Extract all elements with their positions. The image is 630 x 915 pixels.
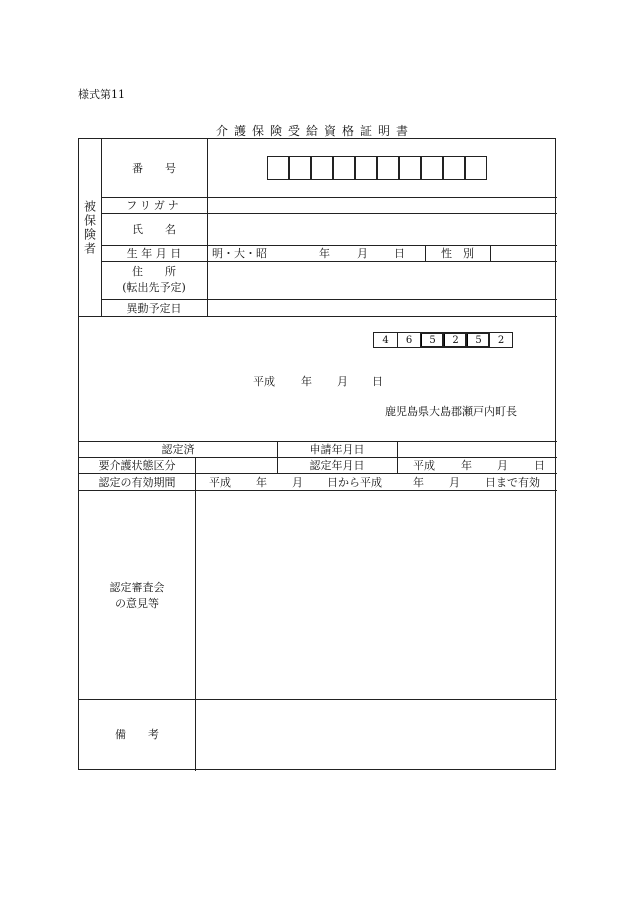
- care-level-label: 要介護状態区分: [98, 459, 176, 472]
- document-title: 介護保険受給資格証明書: [215, 124, 414, 138]
- validity-period-label: 認定の有効期間: [98, 475, 176, 489]
- cert-year-label: 年: [461, 459, 472, 472]
- insured-section-label: 被保険者: [82, 199, 97, 256]
- issuing-office: 鹿児島県大島郡瀬戸内町長: [385, 405, 517, 418]
- validity-from-suffix: 日から平成: [327, 475, 382, 489]
- furigana-label: フリガナ: [126, 199, 182, 212]
- form-number: 様式第11: [78, 88, 125, 101]
- issue-month-label: 月: [337, 375, 348, 388]
- address-label: 住 所: [132, 265, 176, 278]
- name-label: 氏 名: [132, 223, 176, 236]
- certified-label: 認定済: [161, 443, 195, 456]
- insured-number-label: 番 号: [132, 162, 176, 175]
- committee-opinion-label-2: の意見等: [115, 597, 159, 610]
- code-digit: 4: [382, 334, 389, 346]
- code-digit: 6: [397, 333, 420, 347]
- validity-to-month: 月: [449, 475, 460, 489]
- committee-opinion-label: 認定審査会: [109, 581, 165, 594]
- validity-from-month: 月: [292, 475, 303, 489]
- issue-date-era: 平成: [253, 375, 275, 388]
- remarks-label: 備 考: [115, 728, 159, 741]
- sex-label: 性 別: [441, 247, 474, 260]
- birth-year-label: 年: [319, 247, 330, 260]
- issue-year-label: 年: [301, 375, 312, 388]
- certification-date-label: 認定年月日: [309, 459, 365, 472]
- cert-date-era: 平成: [413, 459, 435, 472]
- digit-box[interactable]: [399, 156, 421, 180]
- era-options: 明・大・昭: [212, 247, 267, 260]
- validity-from-year: 年: [256, 475, 267, 489]
- issue-day-label: 日: [372, 375, 383, 388]
- code-digit: 5: [466, 333, 489, 347]
- digit-box[interactable]: [443, 156, 465, 180]
- digit-box[interactable]: [377, 156, 399, 180]
- certificate-form: [78, 138, 556, 770]
- digit-box[interactable]: [355, 156, 377, 180]
- cert-month-label: 月: [497, 459, 508, 472]
- validity-to-year: 年: [413, 475, 424, 489]
- code-digit: 5: [420, 333, 443, 347]
- insurer-code: [373, 332, 513, 348]
- address-note: (転出先予定): [122, 281, 186, 294]
- digit-box[interactable]: [421, 156, 443, 180]
- code-digit: 2: [489, 333, 512, 347]
- digit-box[interactable]: [465, 156, 487, 180]
- cert-day-label: 日: [534, 459, 545, 472]
- validity-from-era: 平成: [209, 475, 231, 489]
- birth-date-label: 生 年 月 日: [126, 247, 182, 260]
- digit-box[interactable]: [311, 156, 333, 180]
- birth-month-label: 月: [357, 247, 368, 260]
- digit-box[interactable]: [289, 156, 311, 180]
- digit-box[interactable]: [333, 156, 355, 180]
- application-date-label: 申請年月日: [309, 443, 365, 456]
- validity-to-suffix: 日まで有効: [485, 475, 540, 489]
- code-digit: 2: [443, 333, 466, 347]
- digit-box[interactable]: [267, 156, 289, 180]
- transfer-date-label: 異動予定日: [126, 301, 182, 315]
- birth-day-label: 日: [394, 247, 405, 260]
